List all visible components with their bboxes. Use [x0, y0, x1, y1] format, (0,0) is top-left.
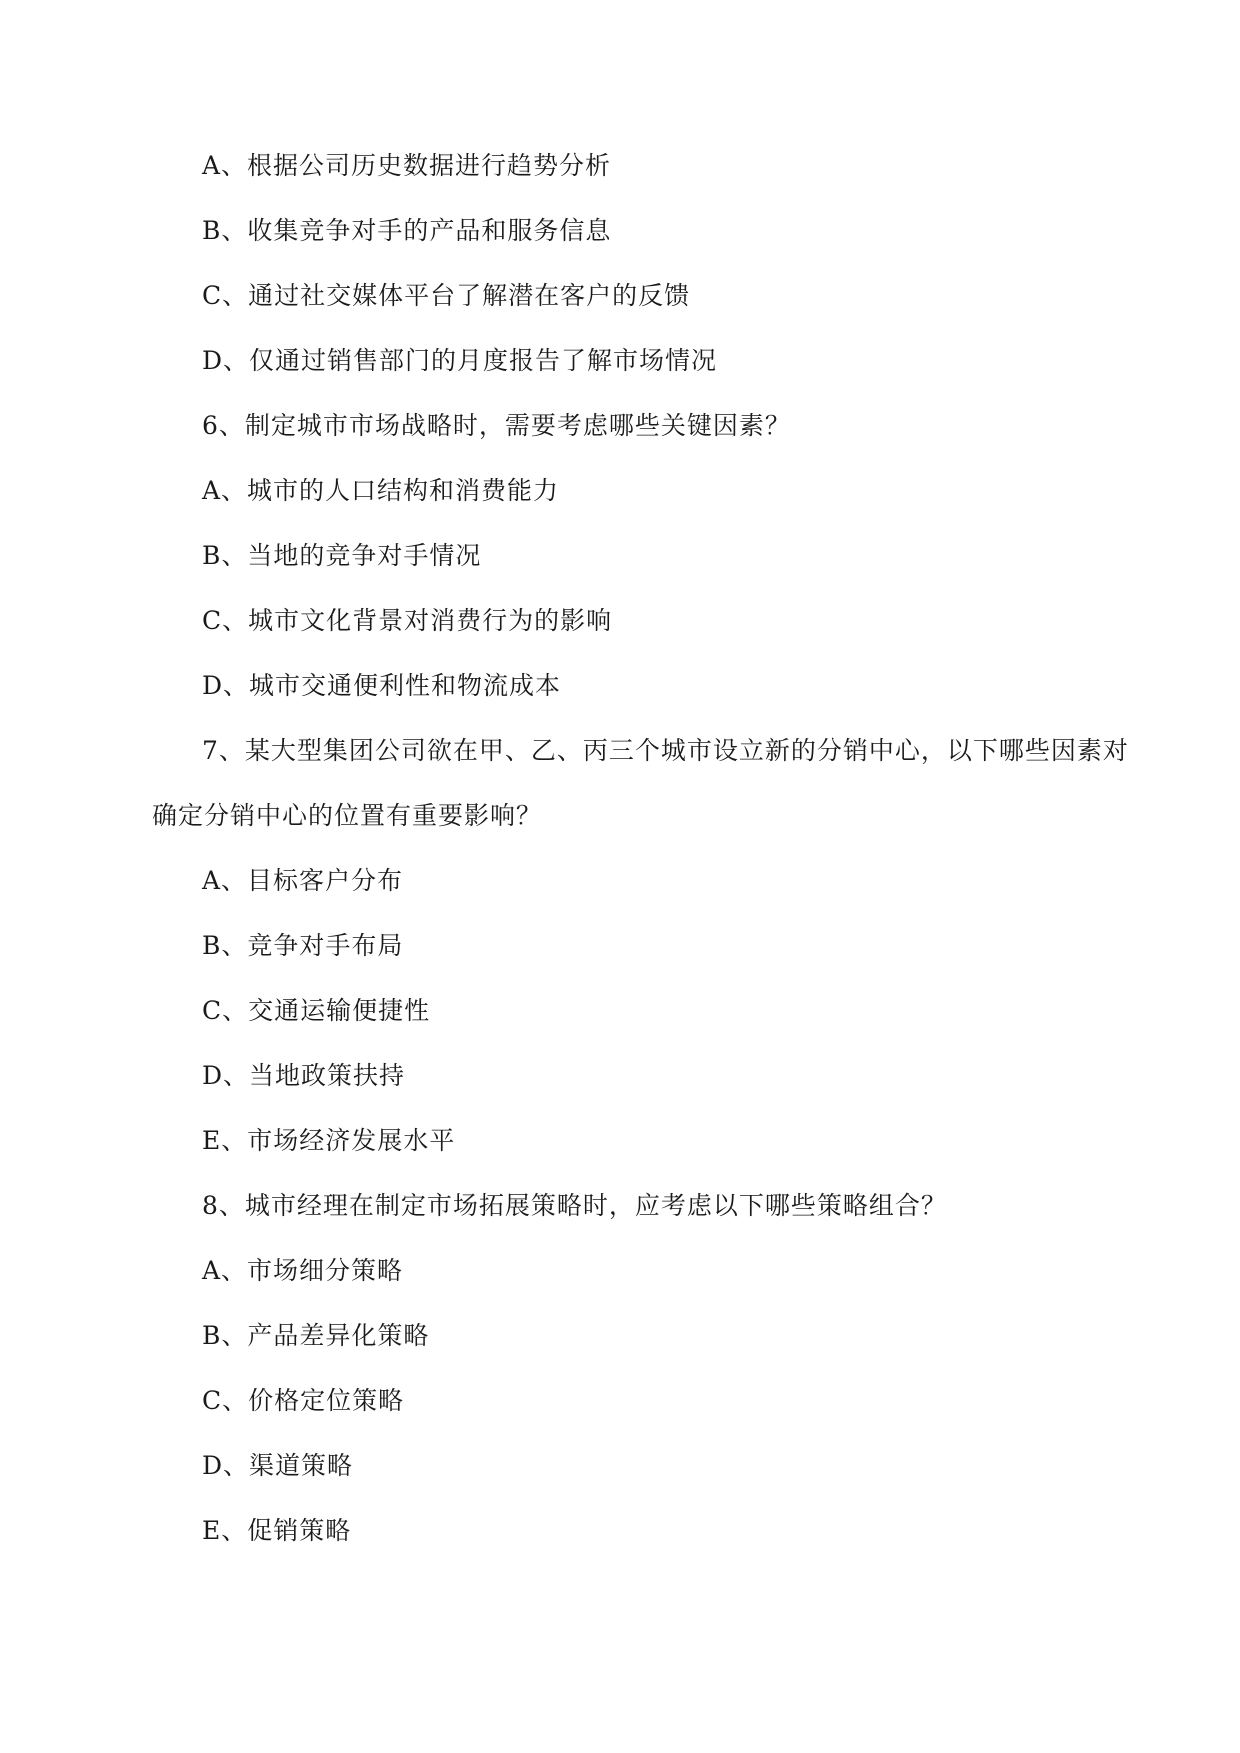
option-8b: B、产品差异化策略 [202, 1321, 430, 1350]
option-8c: C、价格定位策略 [202, 1386, 405, 1415]
option-8d: D、渠道策略 [202, 1451, 354, 1480]
option-6a: A、城市的人口结构和消费能力 [202, 476, 560, 505]
option-5c: C、通过社交媒体平台了解潜在客户的反馈 [202, 281, 691, 310]
question-8: 8、城市经理在制定市场拓展策略时，应考虑以下哪些策略组合？ [202, 1191, 947, 1220]
option-5b: B、收集竞争对手的产品和服务信息 [202, 216, 612, 245]
option-6c: C、城市文化背景对消费行为的影响 [202, 606, 613, 635]
option-5a: A、根据公司历史数据进行趋势分析 [202, 151, 612, 180]
option-7c: C、交通运输便捷性 [202, 996, 431, 1025]
option-7a: A、目标客户分布 [202, 866, 404, 895]
option-7e: E、市场经济发展水平 [202, 1126, 456, 1155]
option-7d: D、当地政策扶持 [202, 1061, 406, 1090]
option-7b: B、竞争对手布局 [202, 931, 404, 960]
option-6d: D、城市交通便利性和物流成本 [202, 671, 562, 700]
question-6: 6、制定城市市场战略时，需要考虑哪些关键因素？ [202, 411, 791, 440]
option-8a: A、市场细分策略 [202, 1256, 404, 1285]
option-6b: B、当地的竞争对手情况 [202, 541, 482, 570]
option-8e: E、促销策略 [202, 1516, 352, 1545]
question-7: 7、某大型集团公司欲在甲、乙、丙三个城市设立新的分销中心，以下哪些因素对 [202, 736, 1129, 765]
option-5d: D、仅通过销售部门的月度报告了解市场情况 [202, 346, 718, 375]
question-7-continued: 确定分销中心的位置有重要影响？ [152, 801, 543, 830]
